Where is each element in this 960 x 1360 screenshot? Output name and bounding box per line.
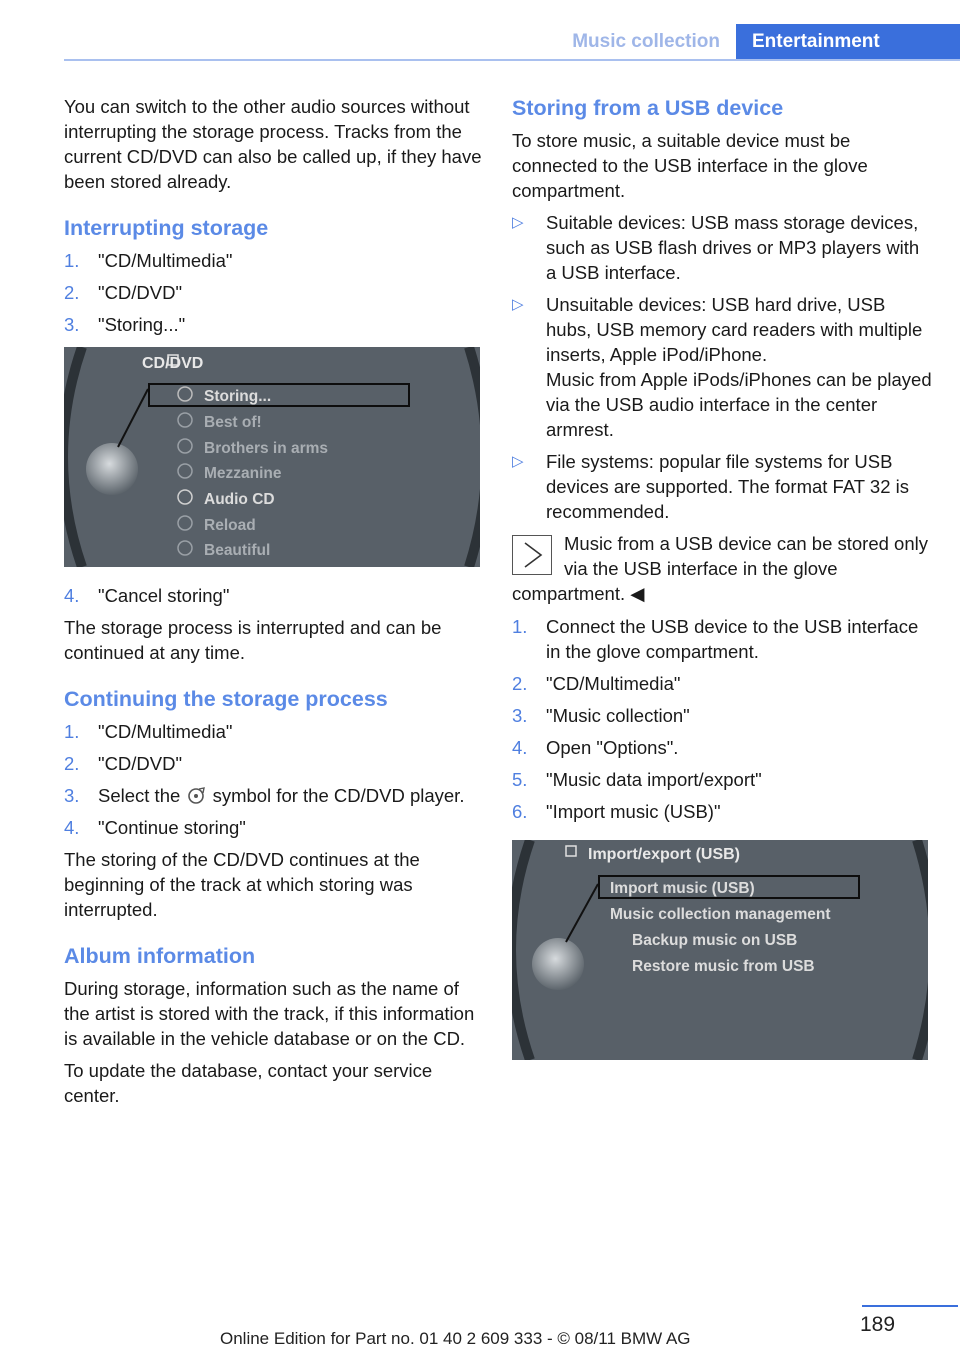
triangle-bullet-icon: ▷ bbox=[512, 296, 524, 313]
right-column bbox=[512, 94, 932, 1076]
list-item: ▷ Suitable devices: USB mass storage devices, such as USB flash drives or MP3 players with a USB interface. bbox=[512, 212, 920, 283]
menu-item: Best of! bbox=[204, 414, 262, 431]
list-item: 4. Open "Options". bbox=[512, 737, 679, 758]
list-item: 3. "Music collection" bbox=[512, 705, 690, 726]
list-item: 2. "CD/DVD" bbox=[64, 753, 183, 774]
album-paragraph-2: To update the database, contact your service center. bbox=[64, 1060, 433, 1106]
running-header-chapter: Entertainment bbox=[736, 24, 960, 60]
header-rule bbox=[64, 59, 960, 61]
continue-note: The storing of the CD/DVD continues at the beginning of the track at which storing was interrupted. bbox=[64, 849, 420, 920]
list-item: ▷ File systems: popular file systems for USB devices are supported. The format FAT 32 is recommended. bbox=[512, 451, 909, 522]
intro-paragraph: You can switch to the other audio sources without interrupting the storage process. Tracks from the current CD/DVD can also be called up, if they have been stored already. bbox=[64, 96, 482, 192]
usb-steps bbox=[512, 614, 932, 824]
list-item: 3. "Storing..." bbox=[64, 314, 186, 335]
heading-storing-from-usb: Storing from a USB device bbox=[512, 96, 784, 120]
interrupt-steps bbox=[64, 248, 482, 337]
heading-album-information: Album information bbox=[64, 944, 256, 968]
menu-item: Restore music from USB bbox=[632, 958, 815, 975]
note-arrow-icon bbox=[512, 535, 552, 575]
interrupt-note: The storage process is interrupted and can be continued at any time. bbox=[64, 617, 442, 663]
album-paragraph-1: During storage, information such as the name of the artist is stored with the track, if this information is available in the vehicle database or on the CD. bbox=[64, 978, 475, 1049]
note-text: Music from a USB device can be stored only via the USB interface in the glove compartment. bbox=[512, 533, 928, 604]
usb-intro: To store music, a suitable device must be connected to the USB interface in the glove compartment. bbox=[512, 130, 868, 201]
heading-interrupting-storage: Interrupting storage bbox=[64, 216, 269, 240]
menu-item: Music collection management bbox=[610, 906, 831, 923]
triangle-bullet-icon: ▷ bbox=[512, 214, 524, 231]
left-column bbox=[64, 94, 482, 1115]
list-item: 6. "Import music (USB)" bbox=[512, 801, 721, 822]
list-item: ▷ Unsuitable devices: USB hard drive, USB hubs, USB memory card readers with multiple inserts, Apple iPod/iPhone. Music from Apple iPods/iPhones can be played via the USB audio interface in the center armrest. bbox=[512, 294, 932, 440]
menu-item-import-music: Import music (USB) bbox=[610, 880, 755, 897]
list-item: 1. "CD/Multimedia" bbox=[64, 721, 233, 742]
list-item: 2. "CD/DVD" bbox=[64, 282, 183, 303]
menu-item: Reload bbox=[204, 517, 256, 534]
continue-steps bbox=[64, 719, 482, 840]
list-item: 1. Connect the USB device to the USB interface in the glove compartment. bbox=[512, 616, 919, 662]
page-number: 189 bbox=[860, 1313, 896, 1336]
list-item: 3. Select the symbol for the CD/DVD player. bbox=[64, 785, 465, 806]
storing-symbol-icon bbox=[185, 787, 207, 805]
screen-title: Import/export (USB) bbox=[588, 846, 740, 863]
idrive-screen-cd-dvd bbox=[64, 347, 480, 567]
list-item: 4. "Continue storing" bbox=[64, 817, 246, 838]
running-header-section: Music collection bbox=[572, 31, 720, 52]
menu-item: Mezzanine bbox=[204, 465, 282, 482]
list-item: 5. "Music data import/export" bbox=[512, 769, 762, 790]
screen-title: CD/DVD bbox=[142, 355, 204, 372]
edition-line: Online Edition for Part no. 01 40 2 609 333 - © 08/11 BMW AG bbox=[220, 1329, 691, 1348]
menu-item: Beautiful bbox=[204, 542, 271, 559]
triangle-bullet-icon: ▷ bbox=[512, 453, 524, 470]
list-item: 1. "CD/Multimedia" bbox=[64, 250, 233, 271]
menu-item: Brothers in arms bbox=[204, 440, 329, 457]
menu-item: Audio CD bbox=[204, 491, 275, 508]
list-item: 2. "CD/Multimedia" bbox=[512, 673, 681, 694]
idrive-screen-import-export bbox=[512, 840, 928, 1060]
interrupt-steps-cont bbox=[64, 583, 482, 608]
note-end-icon: ◀ bbox=[630, 583, 645, 604]
device-bullets bbox=[512, 210, 932, 524]
footer-rule bbox=[862, 1305, 958, 1307]
menu-item-storing: Storing... bbox=[204, 388, 272, 405]
heading-continuing: Continuing the storage process bbox=[64, 687, 388, 711]
menu-item: Backup music on USB bbox=[632, 932, 798, 949]
list-item: 4. "Cancel storing" bbox=[64, 585, 230, 606]
note-box bbox=[512, 531, 932, 606]
highlight-frame bbox=[148, 383, 410, 407]
